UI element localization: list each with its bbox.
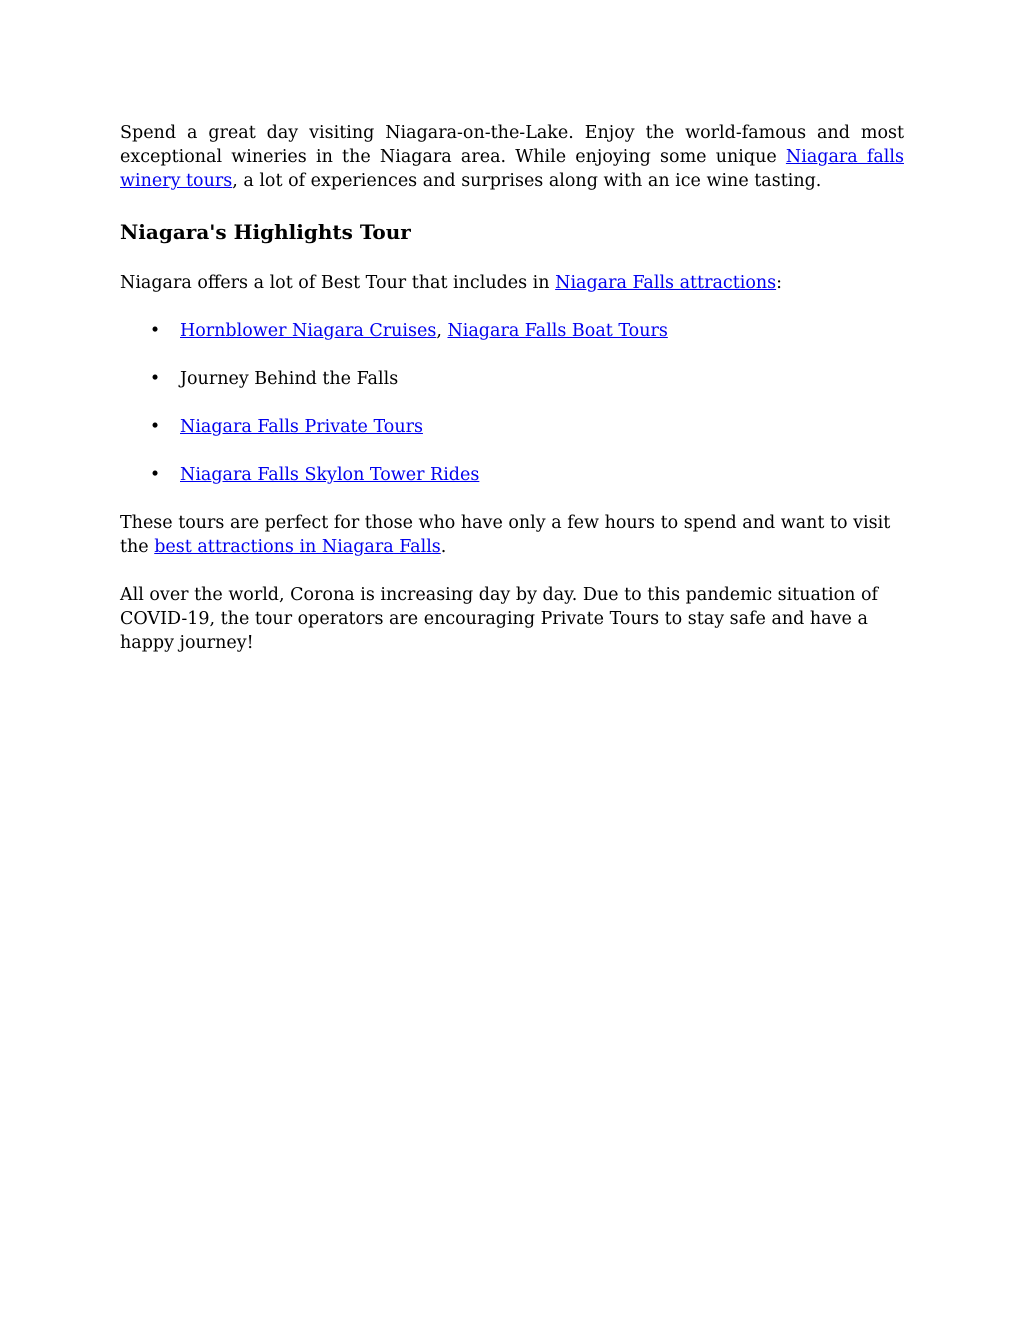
document-page [120,121,904,655]
offer-paragraph [120,271,904,295]
hornblower-cruises-link[interactable]: Hornblower Niagara Cruises [180,321,437,341]
bullet-icon: • [149,369,161,389]
bullet-icon: • [149,417,161,437]
bullet-icon: • [149,321,161,341]
offer-text: Niagara offers a lot of Best Tour that includes in [120,273,556,293]
intro-text-end: , a lot of experiences and surprises along with an ice wine tasting. [232,171,822,191]
skylon-tower-link[interactable]: Niagara Falls Skylon Tower Rides [180,465,480,485]
perfect-suffix: . [440,537,447,557]
attractions-link[interactable]: Niagara Falls attractions [555,273,777,293]
journey-behind-falls-text: Journey Behind the Falls [180,369,399,389]
list-item [120,367,904,391]
private-tours-link[interactable]: Niagara Falls Private Tours [180,417,423,437]
best-attractions-link[interactable]: best attractions in Niagara Falls [154,537,441,557]
intro-text-start: Spend a great day visiting Niagara-on-the-Lake. Enjoy the world-famous and most exceptional wineries in the Niagara area. While enjoying some unique [120,123,904,167]
perfect-paragraph [120,511,904,559]
list-item [120,319,904,343]
tour-list [120,319,904,487]
intro-paragraph [120,121,904,193]
bullet-icon: • [149,465,161,485]
boat-tours-link[interactable]: Niagara Falls Boat Tours [447,321,668,341]
closing-paragraph: All over the world, Corona is increasing day by day. Due to this pandemic situation of COVID-19, the tour operators are encouraging Private Tours to stay safe and have a happy journey! [120,585,879,653]
list-item [120,415,904,439]
offer-suffix: : [776,273,783,293]
perfect-text: These tours are perfect for those who have only a few hours to spend and want to visit the [120,513,891,557]
list-separator: , [436,321,448,341]
highlights-heading: Niagara's Highlights Tour [120,220,411,244]
winery-tours-link[interactable]: Niagara falls winery tours [120,147,904,191]
list-item [120,463,904,487]
